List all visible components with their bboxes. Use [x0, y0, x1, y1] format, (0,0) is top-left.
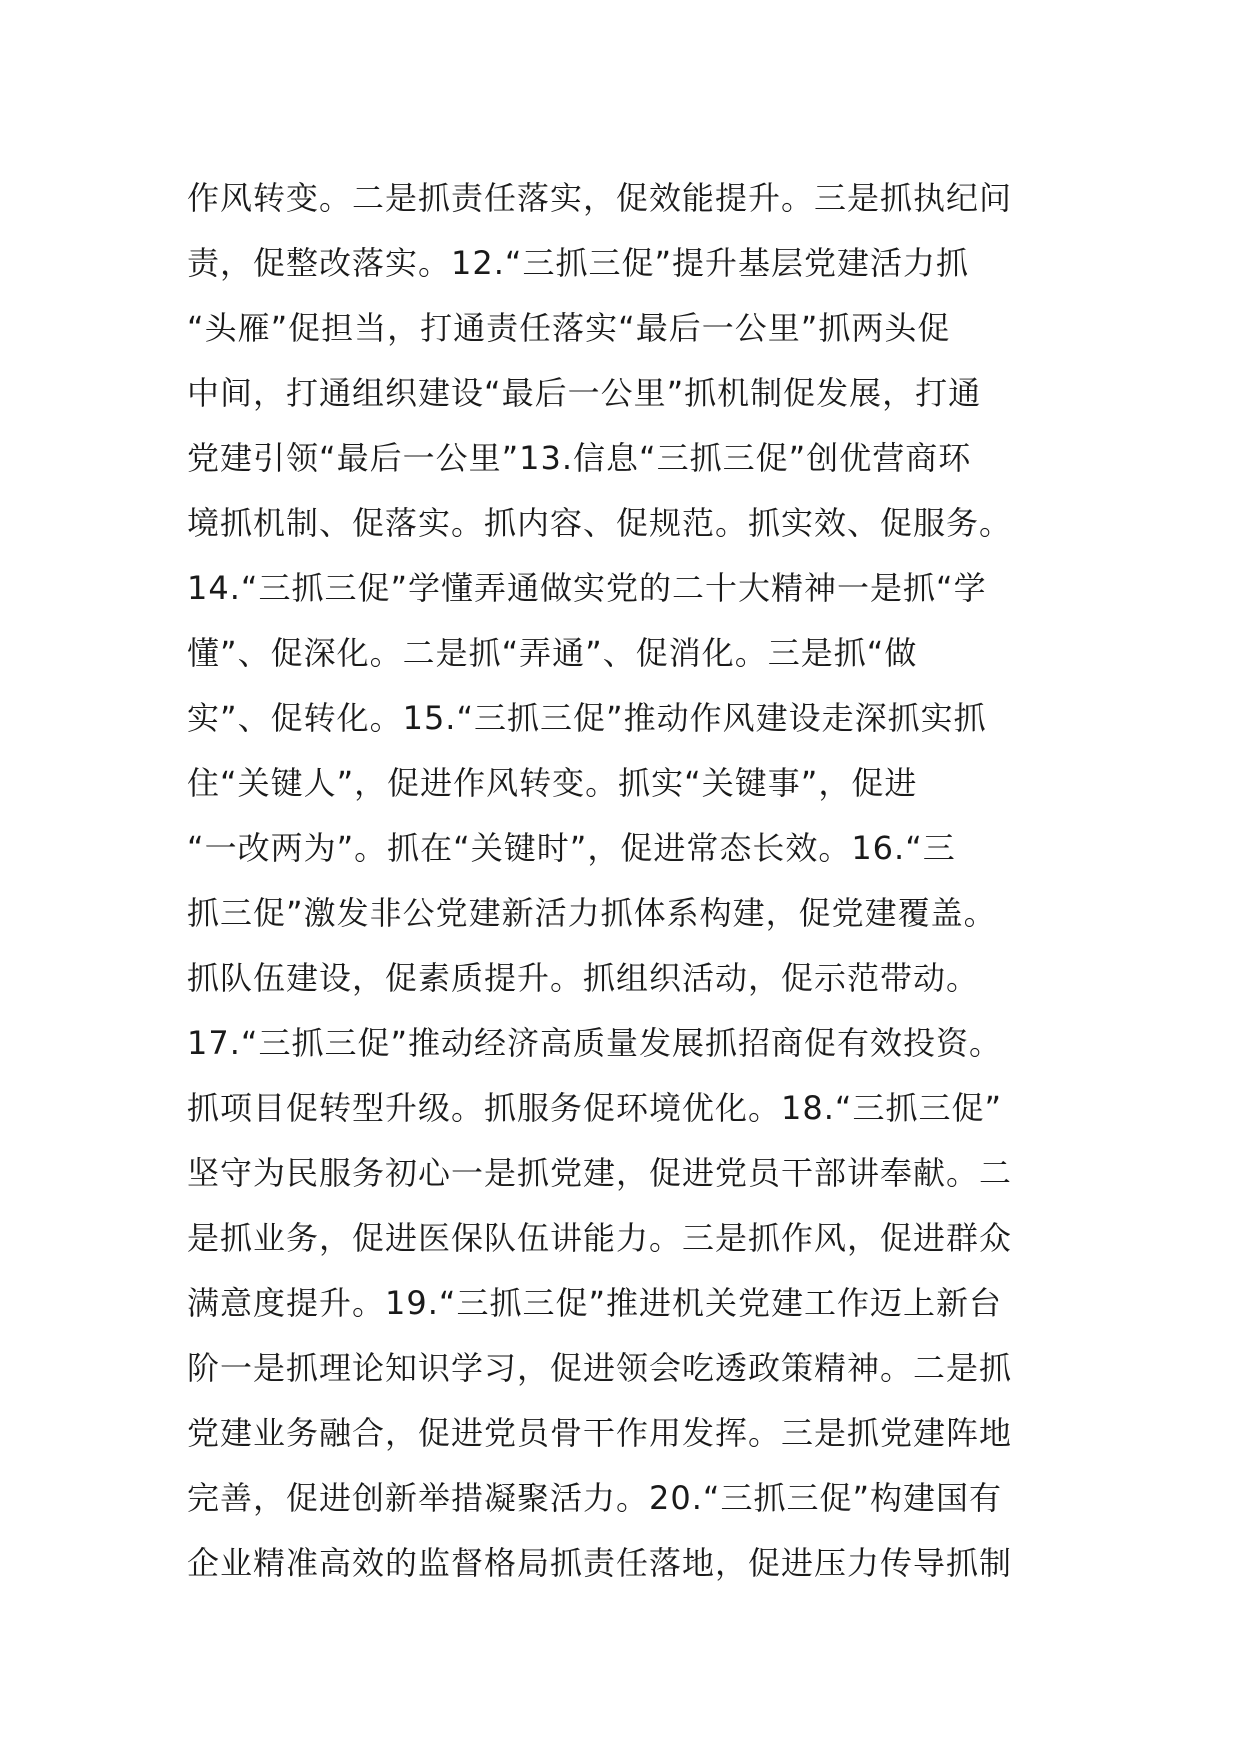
text-line: 满意度提升。19.“三抓三促”推进机关党建工作迈上新台	[187, 1284, 1003, 1322]
text-line: 党建业务融合，促进党员骨干作用发挥。三是抓党建阵地	[187, 1414, 1013, 1452]
text-line: 完善，促进创新举措凝聚活力。20.“三抓三促”构建国有	[187, 1479, 1003, 1517]
text-line: 企业精准高效的监督格局抓责任落地，促进压力传导抓制	[187, 1544, 1013, 1582]
text-line: 14.“三抓三促”学懂弄通做实党的二十大精神一是抓“学	[187, 569, 987, 607]
text-line: 境抓机制、促落实。抓内容、促规范。抓实效、促服务。	[187, 504, 1013, 542]
body-text	[187, 166, 1087, 1596]
text-line: 实”、促转化。15.“三抓三促”推动作风建设走深抓实抓	[187, 699, 987, 737]
text-line: 作风转变。二是抓责任落实，促效能提升。三是抓执纪问	[187, 179, 1013, 217]
text-line: 阶一是抓理论知识学习，促进领会吃透政策精神。二是抓	[187, 1349, 1013, 1387]
text-line: 中间，打通组织建设“最后一公里”抓机制促发展，打通	[187, 374, 982, 412]
text-line: 党建引领“最后一公里”13.信息“三抓三促”创优营商环	[187, 439, 972, 477]
text-line: 17.“三抓三促”推动经济高质量发展抓招商促有效投资。	[187, 1024, 1003, 1062]
text-line: 是抓业务，促进医保队伍讲能力。三是抓作风，促进群众	[187, 1219, 1013, 1257]
text-line: “头雁”促担当，打通责任落实“最后一公里”抓两头促	[187, 309, 951, 347]
text-line: 责，促整改落实。12.“三抓三促”提升基层党建活力抓	[187, 244, 970, 282]
text-line: 住“关键人”，促进作风转变。抓实“关键事”，促进	[187, 764, 918, 802]
text-line: 抓三促”激发非公党建新活力抓体系构建，促党建覆盖。	[187, 894, 997, 932]
text-line: “一改两为”。抓在“关键时”，促进常态长效。16.“三	[187, 829, 956, 867]
text-line: 抓项目促转型升级。抓服务促环境优化。18.“三抓三促”	[187, 1089, 1003, 1127]
text-line: 抓队伍建设，促素质提升。抓组织活动，促示范带动。	[187, 959, 980, 997]
text-line: 坚守为民服务初心一是抓党建，促进党员干部讲奉献。二	[187, 1154, 1013, 1192]
text-line: 懂”、促深化。二是抓“弄通”、促消化。三是抓“做	[187, 634, 918, 672]
